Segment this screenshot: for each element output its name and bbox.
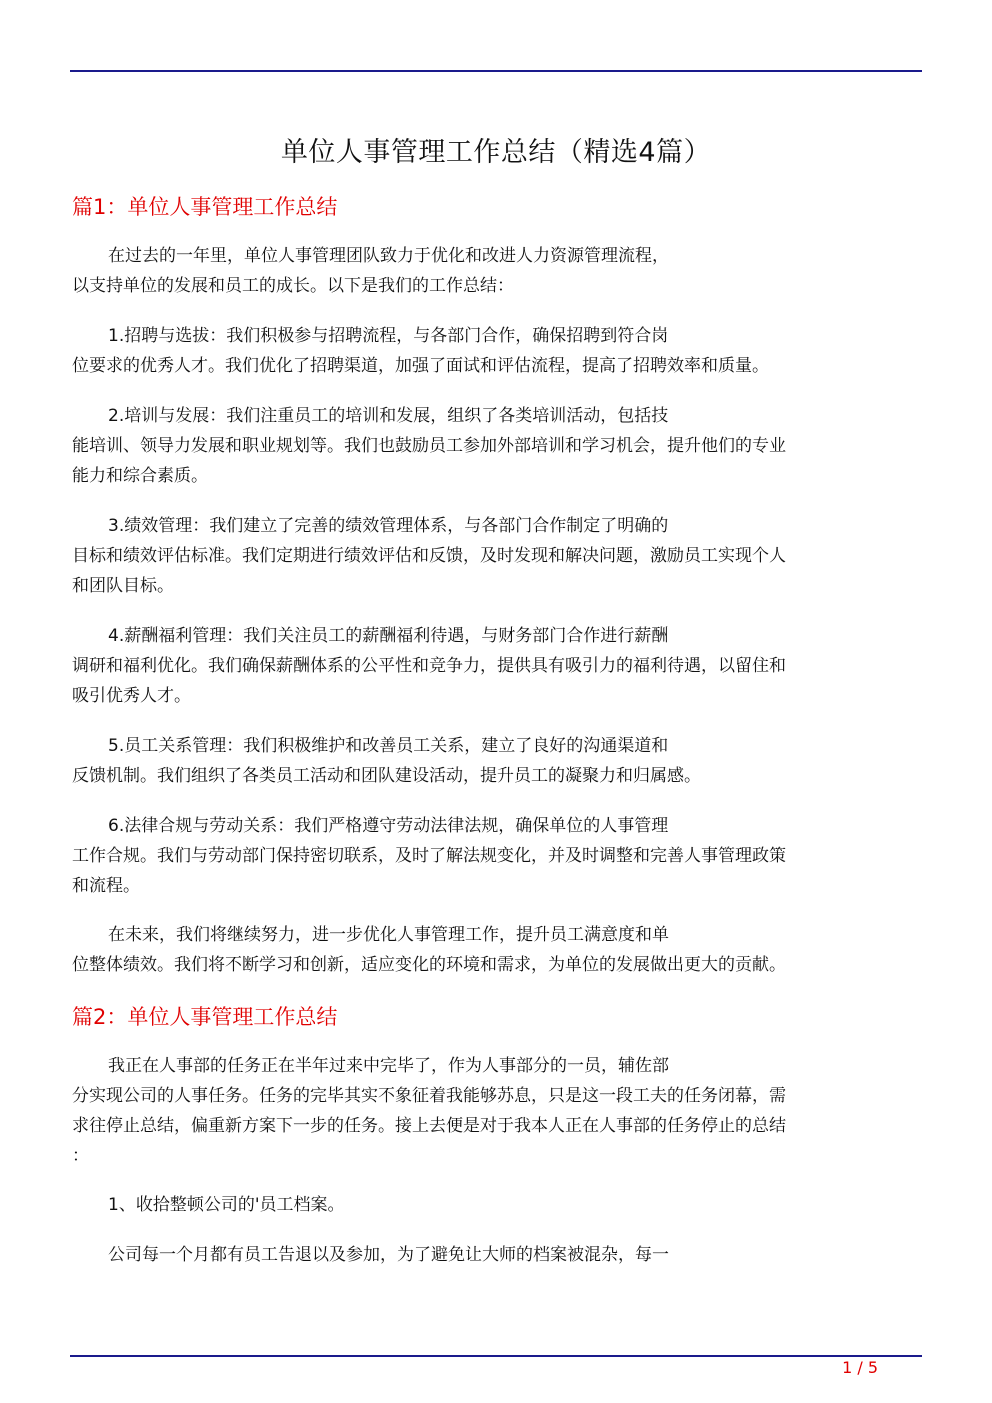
paragraph [72, 811, 922, 901]
paragraph-line: 能培训、领导力发展和职业规划等。我们也鼓励员工参加外部培训和学习机会，提升他们的专业 [72, 436, 786, 456]
section-heading: 篇2：单位人事管理工作总结 [72, 1005, 338, 1029]
header-rule [70, 70, 922, 72]
paragraph-line: ： [72, 1146, 89, 1166]
paragraph [72, 321, 922, 381]
paragraph-line: 求往停止总结，偏重新方案下一步的任务。接上去便是对于我本人正在人事部的任务停止的总结 [72, 1116, 786, 1136]
paragraph-line: 调研和福利优化。我们确保薪酬体系的公平性和竞争力，提供具有吸引力的福利待遇，以留住和 [72, 656, 786, 676]
paragraph-line: 3.绩效管理：我们建立了完善的绩效管理体系，与各部门合作制定了明确的 [108, 516, 669, 536]
paragraph-line: 5.员工关系管理：我们积极维护和改善员工关系，建立了良好的沟通渠道和 [108, 736, 669, 756]
paragraph-line: 以支持单位的发展和员工的成长。以下是我们的工作总结： [72, 276, 514, 296]
paragraph-line: 在未来，我们将继续努力，进一步优化人事管理工作，提升员工满意度和单 [108, 925, 669, 945]
section-heading: 篇1：单位人事管理工作总结 [72, 195, 338, 219]
paragraph-line: 在过去的一年里，单位人事管理团队致力于优化和改进人力资源管理流程， [108, 246, 669, 266]
paragraph-line: 和流程。 [72, 876, 140, 896]
paragraph-line: 我正在人事部的任务正在半年过来中完毕了，作为人事部分的一员，辅佐部 [108, 1056, 669, 1076]
paragraph-line: 目标和绩效评估标准。我们定期进行绩效评估和反馈，及时发现和解决问题，激励员工实现个人 [72, 546, 786, 566]
document-title: 单位人事管理工作总结（精选4篇） [280, 137, 712, 168]
paragraph-line: 2.培训与发展：我们注重员工的培训和发展，组织了各类培训活动，包括技 [108, 406, 669, 426]
paragraph-line: 和团队目标。 [72, 576, 174, 596]
paragraph-line: 反馈机制。我们组织了各类员工活动和团队建设活动，提升员工的凝聚力和归属感。 [72, 766, 701, 786]
paragraph [72, 920, 922, 980]
paragraph-line: 位整体绩效。我们将不断学习和创新，适应变化的环境和需求，为单位的发展做出更大的贡献。 [72, 955, 786, 975]
paragraph [72, 1190, 922, 1220]
paragraph [72, 1051, 922, 1171]
paragraph [72, 241, 922, 301]
paragraph-line: 分实现公司的人事任务。任务的完毕其实不象征着我能够苏息，只是这一段工夫的任务闭幕，需 [72, 1086, 786, 1106]
page-number: 1 / 5 [842, 1358, 878, 1377]
paragraph [72, 401, 922, 491]
paragraph-line: 吸引优秀人才。 [72, 686, 191, 706]
paragraph [72, 621, 922, 711]
paragraph-line: 1、收拾整顿公司的'员工档案。 [108, 1195, 345, 1215]
paragraph-line: 公司每一个月都有员工告退以及参加，为了避免让大师的档案被混杂，每一 [108, 1245, 669, 1265]
paragraph-line: 能力和综合素质。 [72, 466, 208, 486]
footer-rule [70, 1355, 922, 1357]
paragraph-line: 4.薪酬福利管理：我们关注员工的薪酬福利待遇，与财务部门合作进行薪酬 [108, 626, 669, 646]
paragraph-line: 6.法律合规与劳动关系：我们严格遵守劳动法律法规，确保单位的人事管理 [108, 816, 669, 836]
paragraph-line: 1.招聘与选拔：我们积极参与招聘流程，与各部门合作，确保招聘到符合岗 [108, 326, 669, 346]
paragraph-line: 位要求的优秀人才。我们优化了招聘渠道，加强了面试和评估流程，提高了招聘效率和质量。 [72, 356, 769, 376]
paragraph [72, 1240, 922, 1270]
paragraph [72, 731, 922, 791]
paragraph [72, 511, 922, 601]
paragraph-line: 工作合规。我们与劳动部门保持密切联系，及时了解法规变化，并及时调整和完善人事管理政策 [72, 846, 786, 866]
